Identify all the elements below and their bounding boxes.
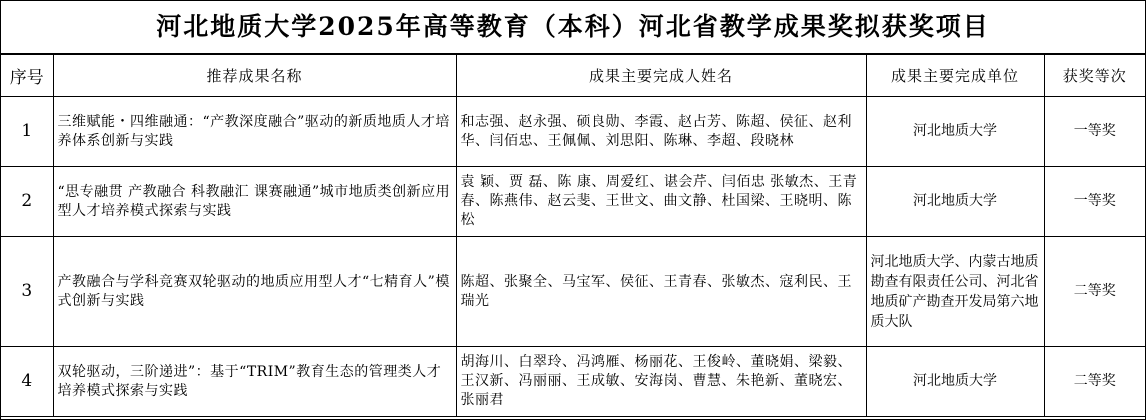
table-row <box>1 167 1145 237</box>
project-name: “思专融贯 产教融合 科教融汇 课赛融通”城市地质类创新应用型人才培养模式探索与实践 <box>53 167 456 237</box>
project-unit: 河北地质大学 <box>866 97 1044 167</box>
header-award: 获奖等次 <box>1044 55 1145 97</box>
award-level: 二等奖 <box>1044 347 1145 417</box>
project-unit: 河北地质大学 <box>866 347 1044 417</box>
award-level: 一等奖 <box>1044 167 1145 237</box>
project-name: 三维赋能・四维融通：“产教深度融合”驱动的新质地质人才培养体系创新与实践 <box>53 97 456 167</box>
row-number: 4 <box>1 347 53 417</box>
header-name: 推荐成果名称 <box>53 55 456 97</box>
project-persons: 陈超、张聚全、马宝军、侯征、王青春、张敏杰、寇利民、王瑞光 <box>456 237 866 347</box>
page-title: 河北地质大学2025年高等教育（本科）河北省教学成果奖拟获奖项目 <box>1 1 1145 54</box>
header-unit: 成果主要完成单位 <box>866 55 1044 97</box>
row-number: 1 <box>1 97 53 167</box>
award-level: 二等奖 <box>1044 237 1145 347</box>
row-number: 3 <box>1 237 53 347</box>
table-row <box>1 97 1145 167</box>
award-table <box>1 54 1145 417</box>
project-persons: 和志强、赵永强、硕良勋、李霞、赵占芳、陈超、侯征、赵利华、闫佰忠、王佩佩、刘思阳、陈琳、李超、段晓林 <box>456 97 866 167</box>
header-no: 序号 <box>1 55 53 97</box>
table-row <box>1 237 1145 347</box>
table-header-row <box>1 55 1145 97</box>
project-name: 产教融合与学科竞赛双轮驱动的地质应用型人才“七精育人”模式创新与实践 <box>53 237 456 347</box>
table-row <box>1 347 1145 417</box>
project-unit: 河北地质大学 <box>866 167 1044 237</box>
project-persons: 袁 颖、贾 磊、陈 康、周爱红、谌会芹、闫佰忠 张敏杰、王青春、陈燕伟、赵云斐、王世文、曲文静、杜国梁、王晓明、陈松 <box>456 167 866 237</box>
header-persons: 成果主要完成人姓名 <box>456 55 866 97</box>
row-number: 2 <box>1 167 53 237</box>
project-unit: 河北地质大学、内蒙古地质勘查有限责任公司、河北省地质矿产勘查开发局第六地质大队 <box>866 237 1044 347</box>
project-persons: 胡海川、白翠玲、冯鸿雁、杨丽花、王俊岭、董晓娟、梁毅、王汉新、冯丽丽、王成敏、安海岗、曹慧、朱艳新、董晓宏、张丽君 <box>456 347 866 417</box>
award-level: 一等奖 <box>1044 97 1145 167</box>
project-name: 双轮驱动，三阶递进”：基于“TRIM”教育生态的管理类人才培养模式探索与实践 <box>53 347 456 417</box>
